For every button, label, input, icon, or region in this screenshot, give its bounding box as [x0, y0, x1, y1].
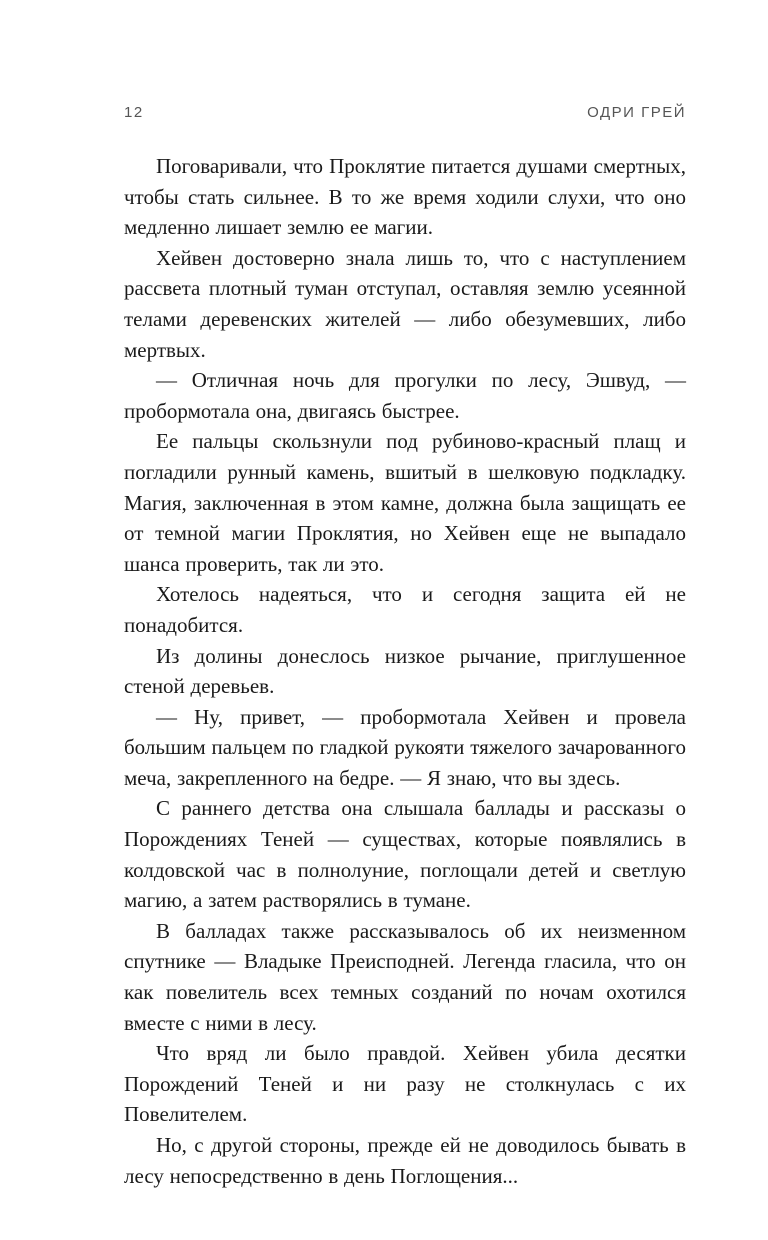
running-head-author: ОДРИ ГРЕЙ: [587, 104, 686, 121]
paragraph: Хейвен достоверно знала лишь то, что с наступлением рассвета плотный туман отступал, оставляя землю усеянной телами деревенских жителей — либо обезумевших, либо мертвых.: [124, 245, 686, 362]
paragraph: Поговаривали, что Проклятие питается душами смертных, чтобы стать сильнее. В то же время ходили слухи, что оно медленно лишает землю ее магии.: [124, 154, 686, 240]
paragraph: — Ну, привет, — пробормотала Хейвен и провела большим пальцем по гладкой рукояти тяжелого зачарованного меча, закрепленного на бедре. — Я знаю, что вы здесь.: [124, 704, 686, 790]
paragraph: Ее пальцы скользнули под рубиново-красный плащ и погладили рунный камень, вшитый в шелковую подкладку. Магия, заключенная в этом камне, должна была защищать ее от темной магии Проклятия, но Хейвен еще не выпадало шанса проверить, так ли это.: [124, 429, 686, 576]
page-number: 12: [124, 104, 144, 121]
paragraph: С раннего детства она слышала баллады и рассказы о Порождениях Теней — существах, которые появлялись в колдовской час в полнолуние, поглощали детей и светлую магию, а затем растворялись в тумане.: [124, 796, 686, 913]
paragraph: Но, с другой стороны, прежде ей не доводилось бывать в лесу непосредственно в день Поглощения...: [124, 1133, 686, 1188]
page-body: [124, 151, 686, 1191]
paragraph: Что вряд ли было правдой. Хейвен убила десятки Порождений Теней и ни разу не столкнулась с их Повелителем.: [124, 1041, 686, 1127]
paragraph: — Отличная ночь для прогулки по лесу, Эшвуд, — пробормотала она, двигаясь быстрее.: [124, 368, 686, 423]
paragraph: Хотелось надеяться, что и сегодня защита ей не понадобится.: [124, 582, 686, 637]
paragraph: Из долины донеслось низкое рычание, приглушенное стеной деревьев.: [124, 643, 686, 699]
running-head: [124, 104, 686, 124]
paragraph: В балладах также рассказывалось об их неизменном спутнике — Владыке Преисподней. Легенда гласила, что он как повелитель всех темных созданий по ночам охотился вместе с ними в лесу.: [124, 918, 686, 1035]
